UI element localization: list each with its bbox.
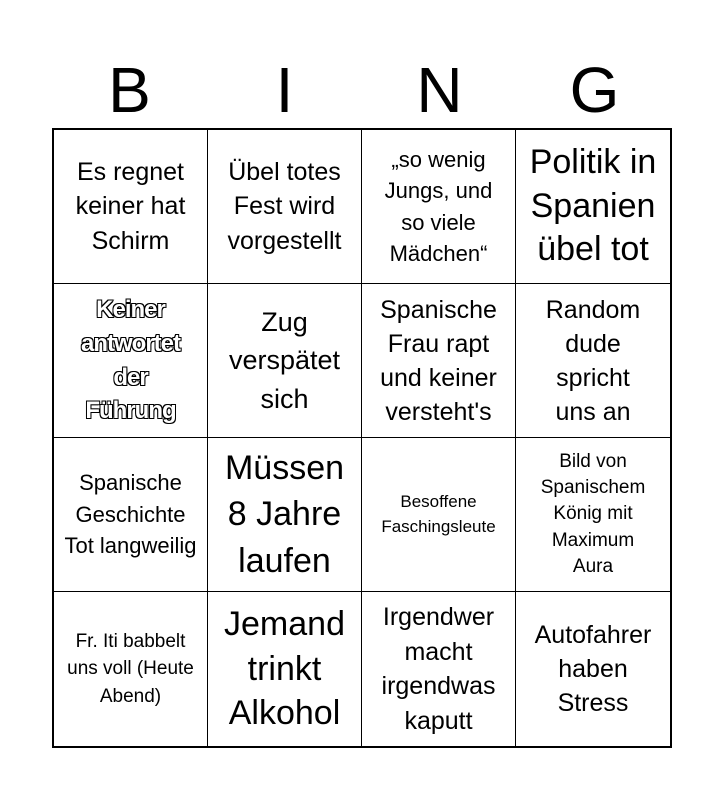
bingo-cell-11[interactable] xyxy=(362,438,516,592)
bingo-cell-text: Keiner antwortet der Führung xyxy=(81,296,180,425)
bingo-cell-1[interactable] xyxy=(54,130,208,284)
bingo-cell-text: Spanische Geschichte Tot langweilig xyxy=(64,469,197,559)
bingo-cell-6[interactable] xyxy=(208,284,362,438)
bingo-cell-text: Irgendwer macht irgendwas kaputt xyxy=(381,603,496,735)
bingo-cell-9[interactable] xyxy=(54,438,208,592)
bingo-cell-text: Müssen 8 Jahre laufen xyxy=(224,449,345,580)
bingo-cell-text: Besoffene Faschingsleute xyxy=(381,491,496,536)
bingo-cell-16[interactable] xyxy=(516,592,670,746)
bingo-cell-text: Autofahrer haben Stress xyxy=(534,621,652,717)
bingo-cell-5[interactable] xyxy=(54,284,208,438)
bingo-cell-15[interactable] xyxy=(362,592,516,746)
bingo-cell-text: Bild von Spanischem König mit Maximum Aura xyxy=(540,450,646,577)
bingo-cell-text: Random dude spricht uns an xyxy=(545,295,641,426)
bingo-cell-text: Politik in Spanien übel tot xyxy=(529,143,657,269)
bingo-header xyxy=(52,52,672,128)
header-letter-n: N xyxy=(416,54,463,126)
bingo-board xyxy=(52,128,672,748)
bingo-cell-10[interactable] xyxy=(208,438,362,592)
bingo-cell-7[interactable] xyxy=(362,284,516,438)
bingo-cell-12[interactable] xyxy=(516,438,670,592)
bingo-cell-text: Fr. Iti babbelt uns voll (Heute Abend) xyxy=(67,630,194,707)
bingo-cell-text: Es regnet keiner hat Schirm xyxy=(75,157,186,255)
header-letter-b: B xyxy=(108,54,151,126)
bingo-cell-4[interactable] xyxy=(516,130,670,284)
bingo-cell-2[interactable] xyxy=(208,130,362,284)
header-letter-i: I xyxy=(275,54,294,126)
bingo-cell-text: Spanische Frau rapt und keiner versteht's xyxy=(380,295,497,426)
bingo-cell-3[interactable] xyxy=(362,130,516,284)
bingo-cell-text: Jemand trinkt Alkohol xyxy=(224,604,345,733)
bingo-cell-8[interactable] xyxy=(516,284,670,438)
bingo-cell-text: „so wenig Jungs, und so viele Mädchen“ xyxy=(384,147,493,266)
header-letter-g: G xyxy=(569,54,620,126)
bingo-cell-13[interactable] xyxy=(54,592,208,746)
bingo-cell-14[interactable] xyxy=(208,592,362,746)
bingo-cell-text: Übel totes Fest wird vorgestellt xyxy=(227,157,342,255)
bingo-cell-text: Zug verspätet sich xyxy=(228,307,341,414)
